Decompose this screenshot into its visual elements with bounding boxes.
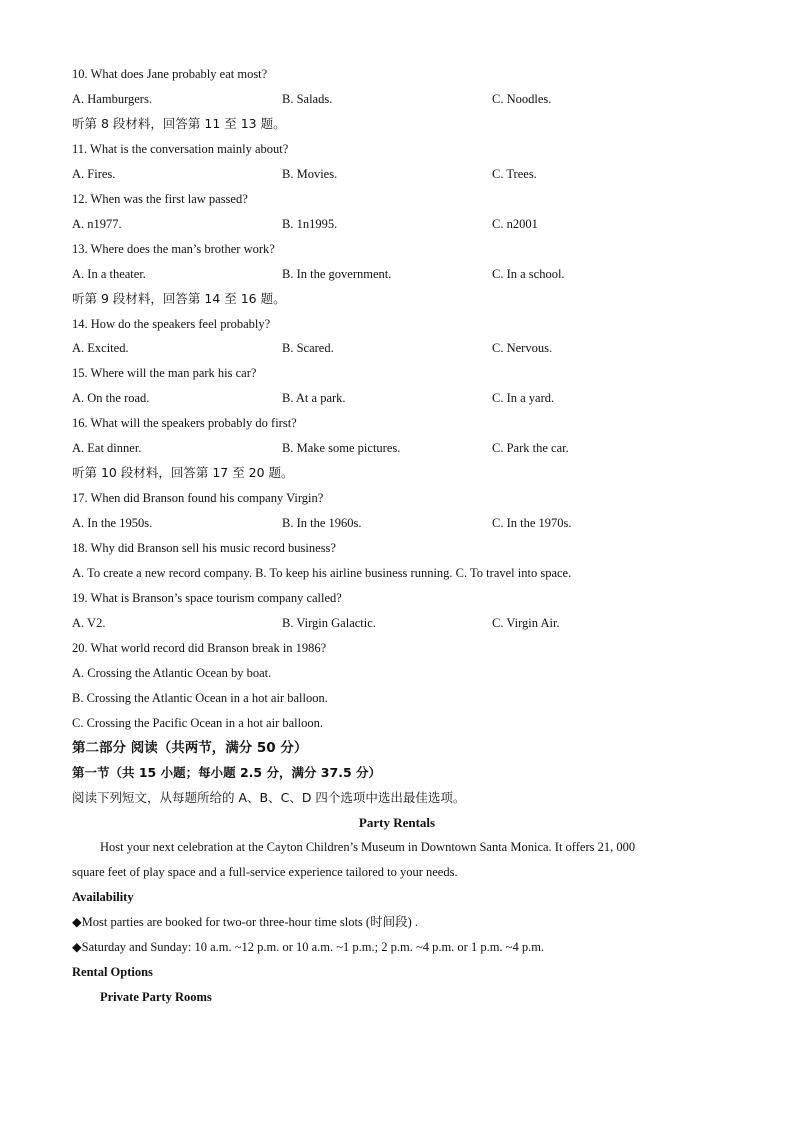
option-text: A. Excited. (72, 341, 129, 356)
option-text: C. Noodles. (492, 91, 552, 106)
option-row (72, 166, 712, 182)
option-text: B. Movies. (282, 166, 338, 181)
question-text: A. Crossing the Atlantic Ocean by boat. (72, 665, 272, 680)
option-text: C. n2001 (492, 216, 538, 231)
section-heading: 第二部分 阅读（共两节，满分 50 分） (72, 739, 308, 756)
option-text: C. Nervous. (492, 341, 553, 356)
passage-heading: Availability (72, 890, 134, 905)
option-text: A. Hamburgers. (72, 91, 152, 106)
option-row (72, 91, 712, 107)
question-text: ◆Saturday and Sunday: 10 a.m. ~12 p.m. or 10 a.m. ~1 p.m.; 2 p.m. ~4 p.m. or 1 p.m. ~4 p.m. (72, 940, 545, 955)
question-text: B. Crossing the Atlantic Ocean in a hot air balloon. (72, 690, 328, 705)
option-text: C. In a school. (492, 266, 565, 281)
instruction-text: 阅读下列短文，从每题所给的 A、B、C、D 四个选项中选出最佳选项。 (72, 789, 466, 805)
question-text: A. To create a new record company. B. To keep his airline business running. C. To travel into space. (72, 566, 572, 580)
option-text: C. In a yard. (492, 391, 555, 406)
question-text: 16. What will the speakers probably do first? (72, 416, 297, 431)
option-text: A. In the 1950s. (72, 516, 153, 531)
option-row (72, 440, 712, 456)
question-text: 14. How do the speakers feel probably? (72, 316, 271, 331)
option-text: B. In the 1960s. (282, 516, 362, 531)
option-row (72, 340, 712, 356)
option-text: C. Virgin Air. (492, 615, 560, 630)
option-row (72, 266, 712, 282)
instruction-text: 听第 8 段材料，回答第 11 至 13 题。 (72, 115, 286, 131)
option-text: A. V2. (72, 615, 106, 630)
question-text: C. Crossing the Pacific Ocean in a hot air balloon. (72, 715, 323, 730)
question-text: 18. Why did Branson sell his music record business? (72, 541, 336, 556)
option-text: C. In the 1970s. (492, 516, 572, 531)
option-text: A. On the road. (72, 391, 150, 406)
passage-subheading: Private Party Rooms (100, 990, 212, 1005)
passage-paragraph: Host your next celebration at the Cayton Children’s Museum in Downtown Santa Monica. It offers 21, 000 (100, 840, 636, 855)
question-text: ◆Most parties are booked for two-or three-hour time slots (时间段) . (72, 915, 418, 930)
option-row (72, 216, 712, 232)
option-text: A. n1977. (72, 216, 122, 231)
question-text: 13. Where does the man’s brother work? (72, 241, 275, 256)
option-text: B. Make some pictures. (282, 441, 401, 456)
question-text: 15. Where will the man park his car? (72, 366, 257, 381)
option-text: B. In the government. (282, 266, 392, 281)
option-text: A. In a theater. (72, 266, 146, 281)
option-row (72, 390, 712, 406)
option-row (72, 515, 712, 531)
option-text: B. Virgin Galactic. (282, 615, 376, 630)
question-text: square feet of play space and a full-service experience tailored to your needs. (72, 865, 458, 880)
option-text: B. 1n1995. (282, 216, 338, 231)
option-text: A. Eat dinner. (72, 441, 142, 456)
question-text: 19. What is Branson’s space tourism company called? (72, 590, 342, 605)
question-text: 12. When was the first law passed? (72, 191, 248, 206)
question-text: 20. What world record did Branson break in 1986? (72, 640, 327, 655)
question-text: 17. When did Branson found his company Virgin? (72, 491, 324, 506)
question-text: 10. What does Jane probably eat most? (72, 67, 268, 81)
option-row (72, 615, 712, 631)
option-text: A. Fires. (72, 166, 116, 181)
question-text: 11. What is the conversation mainly about? (72, 141, 289, 156)
passage-heading: Rental Options (72, 965, 153, 980)
passage-title: Party Rentals (358, 814, 436, 830)
subsection-heading: 第一节（共 15 小题；每小题 2.5 分，满分 37.5 分） (72, 764, 381, 780)
instruction-text: 听第 9 段材料，回答第 14 至 16 题。 (72, 290, 286, 306)
option-text: B. Scared. (282, 341, 334, 356)
instruction-text: 听第 10 段材料，回答第 17 至 20 题。 (72, 465, 294, 481)
option-text: B. Salads. (282, 91, 333, 106)
option-text: B. At a park. (282, 391, 346, 406)
option-text: C. Trees. (492, 166, 537, 181)
option-text: C. Park the car. (492, 441, 569, 456)
